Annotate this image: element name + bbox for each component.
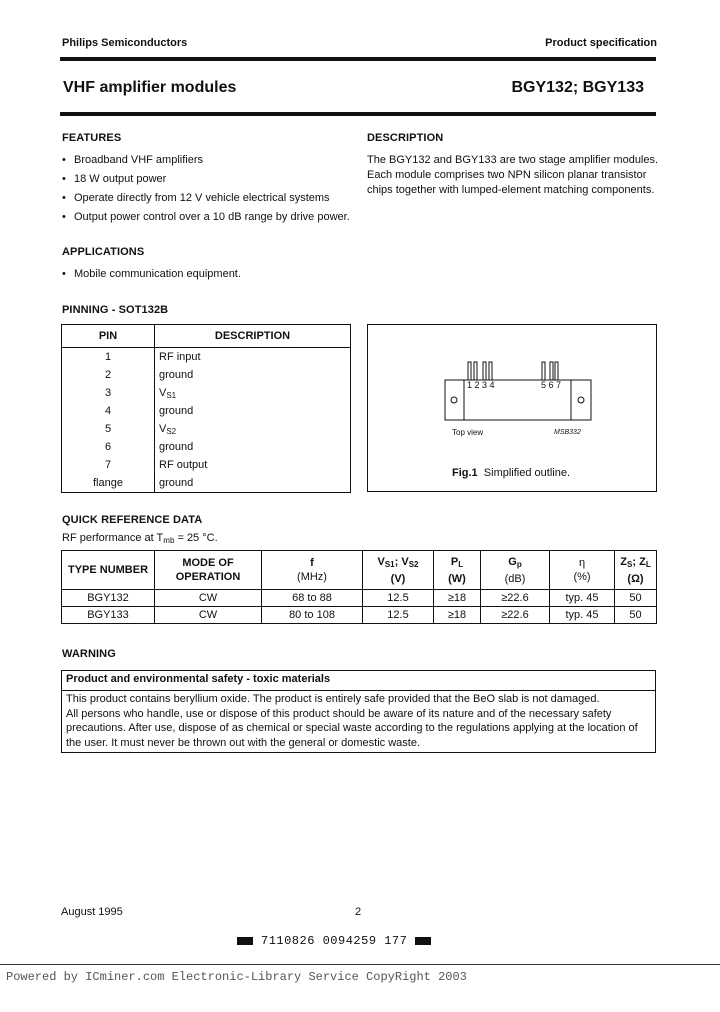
table-row — [62, 420, 351, 438]
table-row: BGY133 CW 80 to 108 12.5 ≥18 ≥22.6 typ. 45 50 — [62, 607, 657, 624]
pin-number: 6 — [62, 438, 155, 456]
pin-description: $V_{S1}$ — [155, 384, 351, 402]
barcode-line: 7110826 0094259 177 — [237, 935, 431, 947]
feature-item: • 18 W output power — [62, 170, 362, 189]
pin-number: 4 — [62, 402, 155, 420]
warning-box-title: Product and environmental safety - toxic materials — [62, 671, 655, 691]
application-item: • Mobile communication equipment. — [62, 265, 362, 284]
pin-number: 1 — [62, 348, 155, 367]
table-row — [62, 474, 351, 493]
description-text: The BGY132 and BGY133 are two stage amplifier modules. Each module comprises two NPN silicon planar transistor chips together with lumped-element matching components. — [367, 154, 659, 196]
col-load-power: $P_L$ (W) — [434, 551, 481, 590]
pin-description: $V_{S2}$ — [155, 420, 351, 438]
pinning-heading: PINNING - SOT132B — [62, 304, 169, 316]
pin-description: ground — [155, 438, 351, 456]
page-title: VHF amplifier modules — [63, 79, 237, 96]
barcode-block-icon — [237, 937, 253, 945]
barcode-block-icon — [415, 937, 431, 945]
pin-description: ground — [155, 402, 351, 420]
col-supply-voltage: $V_{S1}$; $V_{S2}$ (V) — [363, 551, 434, 590]
features-list — [62, 151, 362, 227]
figure-outline — [367, 324, 657, 492]
top-view-label: Top view — [452, 428, 484, 437]
pin-number: flange — [62, 474, 155, 493]
qrd-heading: QUICK REFERENCE DATA — [62, 514, 203, 526]
pin-number: 5 — [62, 420, 155, 438]
description-col-header: DESCRIPTION — [155, 325, 351, 348]
feature-item: • Output power control over a 10 dB range by drive power. — [62, 208, 362, 227]
applications-heading: APPLICATIONS — [62, 246, 145, 258]
footer-date: August 1995 — [61, 906, 123, 918]
header-rule-top — [60, 57, 656, 61]
pin-labels-left: 1 2 3 4 — [467, 380, 495, 390]
table-row — [62, 402, 351, 420]
col-frequency: f (MHz) — [262, 551, 363, 590]
warning-box-body: This product contains beryllium oxide. The product is entirely safe provided that the BeO slab is not damaged. All persons who handle, use or dispose of this product should be aware of its nature and of the necessary safety precautions. After use, dispose of as chemical or special waste according to the regulations applying at the location of the user. It must never be thrown out with the general or domestic waste. — [66, 693, 638, 749]
description-heading: DESCRIPTION — [367, 132, 444, 144]
footer-rule — [0, 964, 720, 965]
pin-number: 2 — [62, 366, 155, 384]
powered-by: Powered by ICminer.com Electronic-Library Service CopyRight 2003 — [6, 970, 467, 984]
table-row — [62, 384, 351, 402]
pin-number: 7 — [62, 456, 155, 474]
col-impedance: $Z_S$; $Z_L$ (Ω) — [615, 551, 657, 590]
company-name: Philips Semiconductors — [62, 37, 188, 49]
applications-list — [62, 265, 362, 284]
col-efficiency: η (%) — [550, 551, 615, 590]
pin-col-header: PIN — [62, 325, 155, 348]
table-row — [62, 348, 351, 367]
table-row — [62, 438, 351, 456]
warning-box — [61, 670, 656, 753]
feature-item: • Operate directly from 12 V vehicle electrical systems — [62, 189, 362, 208]
warning-heading: WARNING — [62, 648, 116, 660]
figure-code: MSB332 — [554, 429, 581, 436]
qrd-subtitle: RF performance at $T_{mb} = 25$ °C. — [62, 532, 218, 545]
col-type-number: TYPE NUMBER — [62, 551, 155, 590]
table-row — [62, 456, 351, 474]
col-power-gain: $G_p$ (dB) — [481, 551, 550, 590]
pin-description: ground — [155, 366, 351, 384]
pin-description: RF input — [155, 348, 351, 367]
page-number: 2 — [355, 906, 362, 918]
figure-caption: Fig.1 Simplified outline. — [452, 467, 571, 479]
table-row — [62, 366, 351, 384]
pinning-table — [61, 324, 351, 493]
pin-description: ground — [155, 474, 351, 493]
pin-labels-right: 5 6 7 — [541, 380, 562, 390]
header-rule-bottom — [60, 112, 656, 116]
pin-number: 3 — [62, 384, 155, 402]
col-mode: MODE OF OPERATION — [155, 551, 262, 590]
feature-item: • Broadband VHF amplifiers — [62, 151, 362, 170]
pin-description: RF output — [155, 456, 351, 474]
doc-type: Product specification — [545, 37, 657, 49]
features-heading: FEATURES — [62, 132, 122, 144]
part-numbers: BGY132; BGY133 — [511, 79, 644, 96]
table-row: BGY132 CW 68 to 88 12.5 ≥18 ≥22.6 typ. 45 50 — [62, 590, 657, 607]
quick-reference-table — [61, 550, 657, 624]
